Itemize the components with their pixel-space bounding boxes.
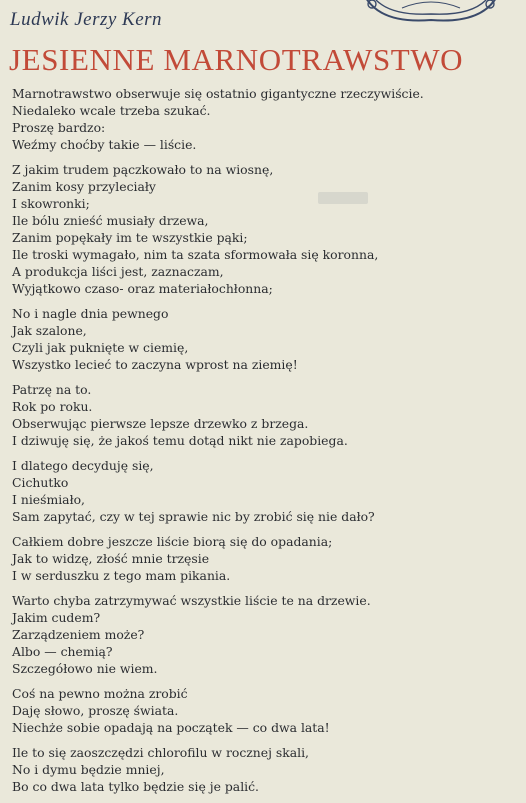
poem-line: Ile to się zaoszczędzi chlorofilu w rocznej skali,: [12, 745, 310, 760]
poem-line: Z jakim trudem pączkowało to na wiosnę,: [12, 162, 274, 177]
author-name: Ludwik Jerzy Kern: [10, 9, 163, 30]
poem-line: Jak szalone,: [12, 323, 87, 338]
stanza: [12, 744, 518, 795]
poem-line: I dlatego decyduję się,: [12, 458, 154, 473]
poem-title: JESIENNE MARNOTRAWSTWO: [9, 42, 464, 77]
poem-line: I w serduszku z tego mam pikania.: [12, 568, 231, 583]
poem-line: I dziwuję się, że jakoś temu dotąd nikt nie zapobiega.: [12, 433, 348, 448]
poem-line: Marnotrawstwo obserwuje się ostatnio gigantyczne rzeczywiście.: [12, 86, 424, 101]
poem-line: Cichutko: [12, 475, 69, 490]
poem-line: Całkiem dobre jeszcze liście biorą się do opadania;: [12, 534, 333, 549]
stanza: [12, 457, 518, 525]
poem-line: Ile bólu znieść musiały drzewa,: [12, 213, 209, 228]
poem-line: No i nagle dnia pewnego: [12, 306, 169, 321]
poem-line: Bo co dwa lata tylko będzie się je palić.: [12, 779, 259, 794]
poem-line: Albo — chemią?: [12, 644, 113, 659]
poem-line: Jakim cudem?: [12, 610, 101, 625]
poem-line: I skowronki;: [12, 196, 90, 211]
poem-line: A produkcja liści jest, zaznaczam,: [12, 264, 224, 279]
poem-line: Niedaleko wcale trzeba szukać.: [12, 103, 211, 118]
poem-line: Niechże sobie opadają na początek — co dwa lata!: [12, 720, 330, 735]
poem-line: Rok po roku.: [12, 399, 93, 414]
stanza: [12, 85, 518, 153]
poem-line: Weźmy choćby takie — liście.: [12, 137, 197, 152]
poem-line: I nieśmiało,: [12, 492, 85, 507]
poem-line: Ile troski wymagało, nim ta szata sformowała się koronna,: [12, 247, 379, 262]
poem-line: Wszystko lecieć to zaczyna wprost na ziemię!: [12, 357, 298, 372]
poem-line: Zanim kosy przyleciały: [12, 179, 156, 194]
stanza: [12, 381, 518, 449]
poem-line: Proszę bardzo:: [12, 120, 106, 135]
stanza: [12, 161, 518, 297]
stanza: [12, 592, 518, 677]
poem-line: Patrzę na to.: [12, 382, 92, 397]
poem-line: Coś na pewno można zrobić: [12, 686, 188, 701]
poem-line: Jak to widzę, złość mnie trzęsie: [12, 551, 210, 566]
poem-body: [12, 85, 518, 803]
poem-line: Czyli jak puknięte w ciemię,: [12, 340, 189, 355]
poem-line: Wyjątkowo czaso- oraz materiałochłonna;: [12, 281, 273, 296]
poem-line: Zanim popękały im te wszystkie pąki;: [12, 230, 248, 245]
stanza: [12, 685, 518, 736]
decorative-ornament-icon: [362, 0, 500, 26]
poem-line: Obserwując pierwsze lepsze drzewko z brzega.: [12, 416, 309, 431]
poem-line: Warto chyba zatrzymywać wszystkie liście te na drzewie.: [12, 593, 371, 608]
poem-line: Zarządzeniem może?: [12, 627, 145, 642]
poem-line: No i dymu będzie mniej,: [12, 762, 165, 777]
stanza: [12, 305, 518, 373]
poem-line: Szczegółowo nie wiem.: [12, 661, 158, 676]
stanza: [12, 533, 518, 584]
poem-line: Sam zapytać, czy w tej sprawie nic by zrobić się nie dało?: [12, 509, 375, 524]
poem-line: Daję słowo, proszę świata.: [12, 703, 179, 718]
